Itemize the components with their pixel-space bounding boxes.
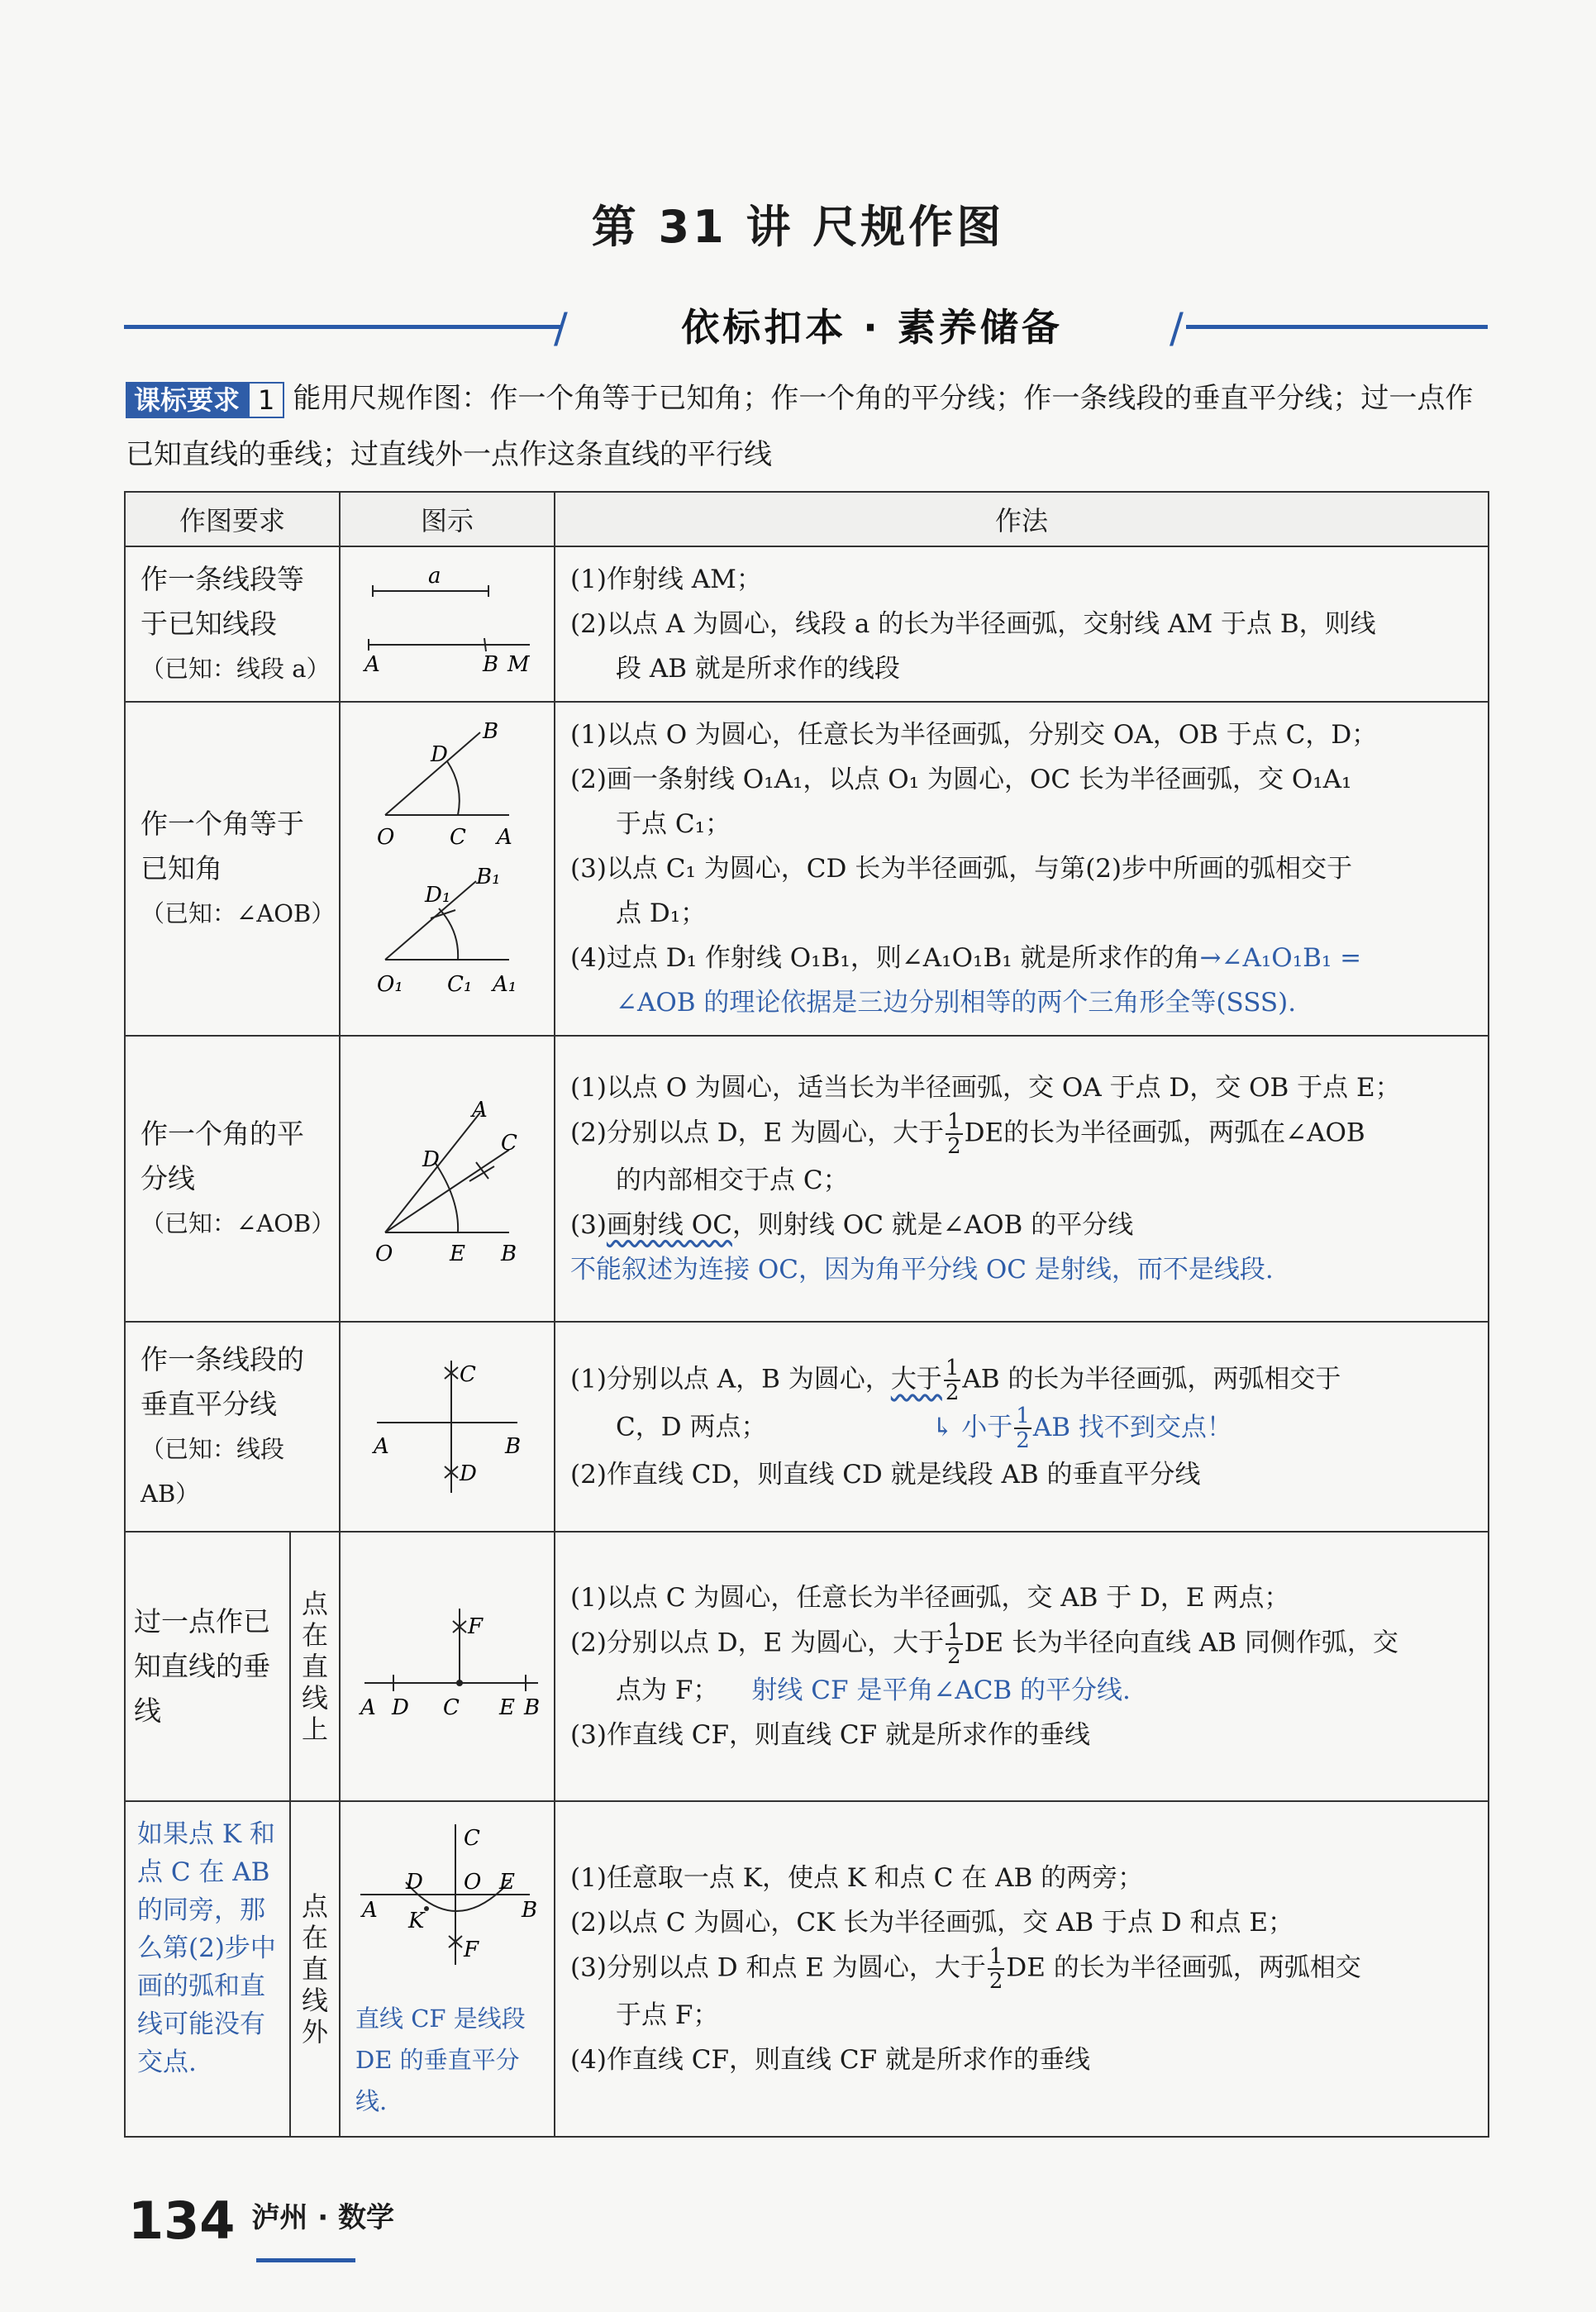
note-perp-bisector: 直线 CF 是线段 DE 的垂直平分线. bbox=[355, 2005, 526, 2115]
step: 段 AB 就是所求作的线段 bbox=[616, 654, 900, 684]
fraction-num: 1 bbox=[947, 1109, 961, 1134]
requirement-badge: 课标要求 bbox=[126, 382, 248, 418]
step: (3)作直线 CF，则直线 CF 就是所求作的垂线 bbox=[570, 1720, 1090, 1750]
label-C1: C₁ bbox=[447, 972, 473, 997]
step-text: C，D 两点； bbox=[616, 1412, 767, 1442]
fraction-den: 2 bbox=[947, 1134, 961, 1159]
label-C: C bbox=[501, 1131, 517, 1156]
label-a: a bbox=[428, 564, 441, 589]
page-footer bbox=[128, 2190, 394, 2251]
point-c bbox=[456, 1680, 463, 1686]
step-text: 点为 F； bbox=[616, 1676, 719, 1705]
note-less-than-b: AB 找不到交点！ bbox=[1032, 1412, 1232, 1442]
figure-cell bbox=[340, 546, 555, 702]
perpendicular-on-line-figure bbox=[352, 1592, 542, 1741]
fraction-den: 2 bbox=[945, 1380, 960, 1405]
ray-oc bbox=[385, 1150, 509, 1232]
requirement-main: 过一点作已知直线的垂线 bbox=[134, 1605, 270, 1727]
step: (2)作直线 CD，则直线 CD 就是线段 AB 的垂直平分线 bbox=[570, 1460, 1201, 1490]
step: 点 D₁； bbox=[616, 899, 707, 928]
arc-cd bbox=[447, 761, 460, 815]
step-text: AB 的长为半径画弧，两弧相交于 bbox=[962, 1364, 1341, 1394]
requirement-cell bbox=[125, 1036, 340, 1322]
fraction-num: 1 bbox=[989, 1944, 1003, 1969]
fraction-den: 2 bbox=[947, 1644, 961, 1669]
step: (1)作射线 AM； bbox=[570, 565, 762, 594]
label-D: D bbox=[392, 1695, 409, 1720]
step: 的内部相交于点 C； bbox=[616, 1166, 849, 1195]
table-row bbox=[125, 702, 1489, 1036]
requirement-text: 能用尺规作图：作一个角等于已知角；作一个角的平分线；作一条线段的垂直平分线；过一点作已知直线的垂线；过直线外一点作这条直线的平行线 bbox=[126, 382, 1474, 471]
label-C: C bbox=[450, 825, 466, 850]
method-cell bbox=[555, 1801, 1489, 2137]
requirement-known: （已知：线段 a） bbox=[141, 655, 331, 683]
method-cell bbox=[555, 702, 1489, 1036]
step-text: (3) bbox=[570, 1210, 607, 1240]
label-C: C bbox=[443, 1695, 460, 1720]
fraction-den: 2 bbox=[1016, 1428, 1030, 1453]
requirement-cell bbox=[125, 1322, 340, 1532]
table-row bbox=[125, 546, 1489, 702]
angle-copy-figure bbox=[352, 712, 542, 1026]
label-B: B bbox=[483, 652, 499, 677]
table-row bbox=[125, 1532, 1489, 1801]
step bbox=[570, 1945, 1473, 1993]
label-B1: B₁ bbox=[476, 865, 501, 889]
ray-oa bbox=[385, 1113, 480, 1232]
label-D1: D₁ bbox=[425, 883, 451, 908]
note-sss-b: ∠AOB 的理论依据是三边分别相等的两个三角形全等(SSS). bbox=[616, 988, 1297, 1018]
perpendicular-bisector-figure bbox=[352, 1344, 542, 1509]
label-F: F bbox=[464, 1938, 479, 1962]
table-row bbox=[125, 1801, 1489, 2137]
section-banner bbox=[124, 298, 1488, 355]
fraction-den: 2 bbox=[989, 1969, 1003, 1994]
figure-cell bbox=[340, 702, 555, 1036]
label-O: O bbox=[464, 1870, 482, 1895]
label-A1: A₁ bbox=[493, 972, 517, 997]
label-B: B bbox=[501, 1242, 517, 1266]
arc-cross bbox=[431, 910, 455, 918]
figure-cell bbox=[340, 1036, 555, 1322]
step: (4)作直线 CF，则直线 CF 就是所求作的垂线 bbox=[570, 2045, 1090, 2075]
requirement-main: 作一个角的平分线 bbox=[141, 1118, 304, 1194]
requirement-known: （已知：∠AOB） bbox=[141, 1209, 336, 1237]
label-E: E bbox=[450, 1242, 465, 1266]
angle-bisector-figure bbox=[352, 1084, 542, 1274]
requirement-main: 作一个角等于已知角 bbox=[141, 808, 304, 884]
step-text: DE的长为半径画弧，两弧在∠AOB bbox=[964, 1118, 1365, 1148]
requirement-number: 1 bbox=[248, 382, 284, 418]
fraction bbox=[944, 1356, 961, 1404]
side-label-on-line: 点在直线上 bbox=[301, 1588, 328, 1745]
label-O1: O₁ bbox=[377, 972, 403, 997]
label-B: B bbox=[524, 1695, 541, 1720]
label-D: D bbox=[406, 1870, 423, 1895]
banner-line-right bbox=[1186, 325, 1488, 329]
label-B: B bbox=[483, 719, 499, 744]
requirement-main: 作一条线段的垂直平分线 bbox=[141, 1343, 304, 1420]
method-cell bbox=[555, 546, 1489, 702]
header-requirement: 作图要求 bbox=[125, 492, 340, 546]
figure-cell bbox=[340, 1322, 555, 1532]
footer-underline bbox=[256, 2258, 355, 2262]
step: (2)画一条射线 O₁A₁，以点 O₁ 为圆心，OC 长为半径画弧，交 O₁A₁ bbox=[570, 765, 1352, 794]
arc-c1d1 bbox=[439, 908, 458, 960]
side-label-off-line: 点在直线外 bbox=[301, 1890, 328, 2047]
step: (2)以点 C 为圆心，CK 长为半径画弧，交 AB 于点 D 和点 E； bbox=[570, 1908, 1294, 1938]
label-F: F bbox=[468, 1614, 484, 1639]
fraction bbox=[946, 1620, 963, 1668]
method-cell bbox=[555, 1036, 1489, 1322]
table-row bbox=[125, 1036, 1489, 1322]
emphasis-ray-oc: 画射线 OC bbox=[606, 1210, 732, 1240]
page-number: 134 bbox=[128, 2190, 236, 2251]
label-B: B bbox=[505, 1434, 522, 1459]
fraction-num: 1 bbox=[1016, 1404, 1030, 1428]
note-bisector: 射线 CF 是平角∠ACB 的平分线. bbox=[751, 1676, 1131, 1705]
note-ray: 不能叙述为连接 OC，因为角平分线 OC 是射线，而不是线段. bbox=[570, 1255, 1274, 1285]
fraction-num: 1 bbox=[945, 1356, 960, 1380]
side-label-cell bbox=[290, 1532, 340, 1801]
requirement-cell bbox=[125, 546, 340, 702]
step bbox=[570, 1404, 1473, 1452]
label-K: K bbox=[408, 1909, 425, 1933]
requirement-main: 作一条线段等于已知线段 bbox=[141, 563, 304, 640]
arc-cross-c bbox=[469, 1162, 494, 1181]
requirement-cell bbox=[125, 1532, 290, 1801]
note-sss-a: →∠A₁O₁B₁ = bbox=[1199, 943, 1362, 973]
step: (1)以点 O 为圆心，适当长为半径画弧，交 OA 于点 D，交 OB 于点 E； bbox=[570, 1073, 1401, 1103]
step: (3)以点 C₁ 为圆心，CD 长为半径画弧，与第(2)步中所画的弧相交于 bbox=[570, 854, 1353, 884]
note-less-than: ↳ 小于 $\frac{1}{2}$ AB 找不到交点！ bbox=[931, 1404, 1232, 1453]
label-A: A bbox=[360, 1695, 376, 1720]
emphasis-greater-than: 大于 bbox=[890, 1364, 942, 1394]
method-cell bbox=[555, 1322, 1489, 1532]
label-A: A bbox=[472, 1098, 488, 1123]
fraction-num: 1 bbox=[947, 1619, 961, 1644]
requirement-known: （已知：∠AOB） bbox=[141, 899, 336, 927]
fraction bbox=[946, 1110, 963, 1158]
figure-cell bbox=[340, 1801, 555, 2137]
step: (2)以点 A 为圆心，线段 a 的长为半径画弧，交射线 AM 于点 B，则线 bbox=[570, 609, 1376, 639]
fraction bbox=[1014, 1404, 1031, 1452]
footer-region: 泸州 · 数学 bbox=[251, 2201, 395, 2234]
step: (1)以点 O 为圆心，任意长为半径画弧，分别交 OA，OB 于点 C，D； bbox=[570, 720, 1378, 750]
step-text: (4)过点 D₁ 作射线 O₁B₁，则∠A₁O₁B₁ 就是所求作的角 bbox=[570, 943, 1200, 973]
side-note-cell bbox=[125, 1801, 290, 2137]
table-header-row bbox=[125, 492, 1489, 546]
banner-slash-right: / bbox=[1170, 304, 1184, 352]
header-method: 作法 bbox=[555, 492, 1489, 546]
point-k bbox=[424, 1906, 429, 1911]
header-figure: 图示 bbox=[340, 492, 555, 546]
perpendicular-off-line-figure bbox=[352, 1816, 542, 1998]
banner-slash-left: / bbox=[554, 304, 568, 352]
step bbox=[570, 1668, 1473, 1713]
label-C: C bbox=[460, 1362, 476, 1387]
construction-table bbox=[124, 491, 1489, 2138]
step bbox=[570, 1203, 1473, 1247]
banner-line-left bbox=[124, 325, 562, 329]
label-C: C bbox=[464, 1826, 480, 1851]
step: 于点 F； bbox=[616, 2000, 719, 2030]
step-text: (3)分别以点 D 和点 E 为圆心，大于 bbox=[570, 1952, 986, 1983]
label-B: B bbox=[522, 1898, 538, 1923]
step bbox=[570, 936, 1473, 980]
requirement-known: （已知：线段 AB） bbox=[141, 1435, 285, 1508]
tick-b bbox=[484, 638, 486, 651]
label-A: A bbox=[362, 1898, 378, 1923]
step-text: DE 的长为半径画弧，两弧相交 bbox=[1006, 1952, 1361, 1983]
step: (1)以点 C 为圆心，任意长为半径画弧，交 AB 于 D，E 两点； bbox=[570, 1583, 1290, 1613]
label-A: A bbox=[497, 825, 512, 850]
label-E: E bbox=[499, 1695, 515, 1720]
note-less-than-a: 小于 bbox=[961, 1412, 1013, 1442]
curriculum-requirement bbox=[126, 370, 1498, 483]
step-text: (1)分别以点 A，B 为圆心， bbox=[570, 1364, 891, 1394]
step bbox=[570, 1356, 1473, 1404]
step-text: ，则射线 OC 就是∠AOB 的平分线 bbox=[731, 1210, 1134, 1240]
step-text: (2)分别以点 D，E 为圆心，大于 bbox=[570, 1118, 945, 1148]
label-A: A bbox=[374, 1434, 389, 1459]
banner-text: 依标扣本 · 素养储备 bbox=[681, 305, 1063, 350]
label-O: O bbox=[375, 1242, 393, 1266]
requirement-cell bbox=[125, 702, 340, 1036]
label-O: O bbox=[377, 825, 395, 850]
step bbox=[570, 1110, 1473, 1158]
step-text: DE 长为半径向直线 AB 同侧作弧，交 bbox=[964, 1628, 1398, 1658]
segment-copy-figure bbox=[352, 562, 542, 686]
note-same-side: 如果点 K 和点 C 在 AB 的同旁，那么第(2)步中画的弧和直线可能没有交点. bbox=[137, 1819, 276, 2077]
label-D: D bbox=[422, 1147, 440, 1172]
label-M: M bbox=[507, 652, 530, 677]
label-A: A bbox=[364, 652, 380, 677]
step-text: (2)分别以点 D，E 为圆心，大于 bbox=[570, 1628, 945, 1658]
table-row bbox=[125, 1322, 1489, 1532]
step bbox=[570, 1620, 1473, 1668]
lecture-title: 第 31 讲 尺规作图 bbox=[591, 201, 1005, 253]
side-label-cell bbox=[290, 1801, 340, 2137]
label-D: D bbox=[460, 1461, 477, 1486]
step: (1)任意取一点 K，使点 K 和点 C 在 AB 的两旁； bbox=[570, 1863, 1144, 1893]
fraction bbox=[988, 1945, 1005, 1993]
figure-cell bbox=[340, 1532, 555, 1801]
label-E: E bbox=[499, 1870, 515, 1895]
label-D: D bbox=[431, 742, 448, 767]
step: 于点 C₁； bbox=[616, 809, 731, 839]
method-cell bbox=[555, 1532, 1489, 1801]
